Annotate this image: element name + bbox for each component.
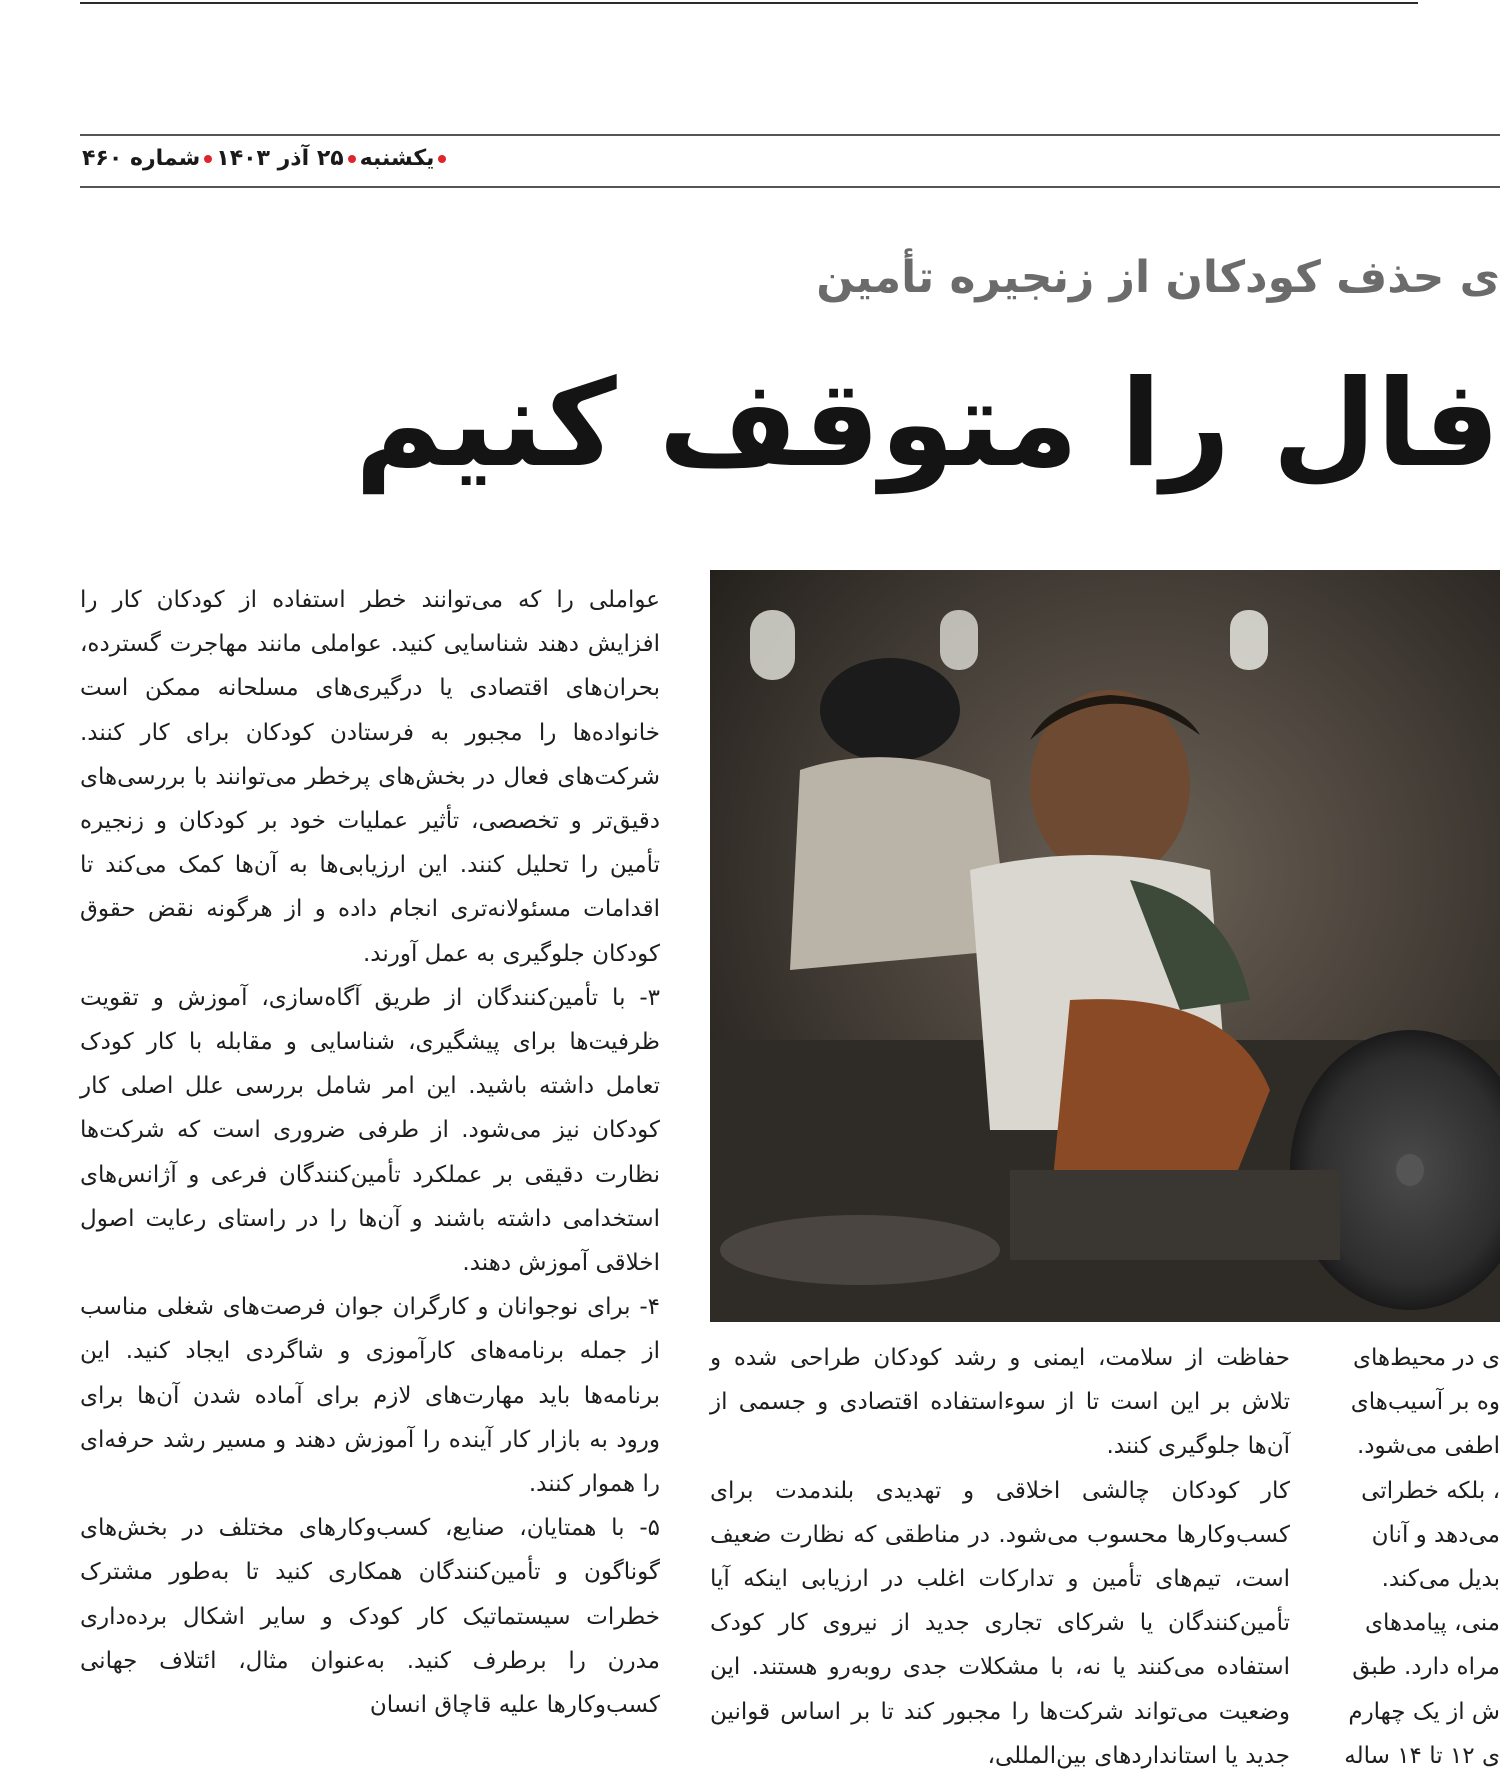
- dateline: [82, 142, 450, 176]
- background-worker-head: [820, 658, 960, 762]
- paragraph: عواملی را که می‌توانند خطر استفاده از کودکان کار را افزایش دهند شناسایی کنید. عواملی مانند مهاجرت گسترده، بحران‌های اقتصادی یا درگیری‌های مسلحانه ممکن است خانواده‌ها را مجبور به فرستادن کودکان برای کار کنند. شرکت‌های فعال در بخش‌های پرخطر می‌توانند با بررسی‌های دقیق‌تر و تخصصی، تأثیر عملیات خود بر کودکان و زنجیره تأمین را تحلیل کنند. این ارزیابی‌ها به آن‌ها کمک می‌کند تا اقدامات مسئولانه‌تری انجام داده و از هرگونه نقض حقوق کودکان جلوگیری به عمل آورند.: [80, 587, 660, 967]
- date: ۲۵ آذر ۱۴۰۳: [216, 146, 344, 171]
- light-bulb-shape: [750, 610, 795, 680]
- column-middle: [710, 1336, 1290, 1775]
- text-line: وه بر آسیب‌های: [1350, 1389, 1500, 1416]
- text-line: اطفی می‌شود.: [1356, 1433, 1500, 1460]
- text-line: مراه دارد. طبق: [1352, 1654, 1500, 1681]
- article-photo: [710, 570, 1500, 1322]
- day: یکشنبه: [359, 146, 435, 171]
- light-bulb-shape: [940, 610, 978, 670]
- issue-number: شماره ۴۶۰: [82, 146, 201, 171]
- header-rule-bottom: [80, 186, 1500, 188]
- paragraph: ۵- با همتایان، صنایع، کسب‌وکارهای مختلف در بخش‌های گوناگون و تأمین‌کنندگان همکاری کنید تا به‌طور مشترک خطرات سیستماتیک کار کودک و سایر اشکال برده‌داری مدرن را برطرف کنید. به‌عنوان مثال، ائتلاف جهانی کسب‌وکارها علیه قاچاق انسان: [80, 1515, 660, 1719]
- bullet-dot: [348, 155, 356, 163]
- kicker: ی حذف کودکان از زنجیره تأمین: [816, 252, 1500, 303]
- metal-disc: [720, 1215, 1000, 1285]
- text-line: ، بلکه خطراتی: [1361, 1477, 1500, 1504]
- paragraph: کار کودکان چالشی اخلاقی و تهدیدی بلندمدت برای کسب‌وکارها محسوب می‌شود. در مناطقی که نظارت ضعیف است، تیم‌های تأمین و تدارکات اغلب در ارزیابی اینکه آیا تأمین‌کنندگان یا شرکای تجاری جدید از نیروی کار کودک استفاده می‌کنند یا نه، با مشکلات جدی روبه‌رو هستند. این وضعیت می‌تواند شرکت‌ها را مجبور کند تا بر اساس قوانین جدید یا استانداردهای بین‌المللی،: [710, 1477, 1290, 1769]
- text-line: بدیل می‌کند.: [1381, 1566, 1500, 1593]
- text-line: منی، پیامدهای: [1364, 1610, 1500, 1637]
- column-left: [80, 578, 660, 1775]
- text-line: ش از یک چهارم: [1348, 1698, 1500, 1725]
- paragraph: ۴- برای نوجوانان و کارگران جوان فرصت‌های شغلی مناسب از جمله برنامه‌های کارآموزی و شاگردی ایجاد کنید. این برنامه‌ها باید مهارت‌های لازم برای آماده شدن آن‌ها برای ورود به بازار کار آینده را آموزش دهند و مسیر رشد حرفه‌ای را هموار کنند.: [80, 1294, 660, 1498]
- text-line: ی ۱۲ تا ۱۴ ساله: [1344, 1742, 1500, 1769]
- photo-illustration: [710, 570, 1500, 1322]
- top-rule: [80, 2, 1418, 4]
- text-line: می‌دهد و آنان: [1371, 1521, 1500, 1548]
- bullet-dot: [204, 155, 212, 163]
- headline: فال را متوقف کنیم: [354, 355, 1500, 494]
- paragraph: ۳- با تأمین‌کنندگان از طریق آگاه‌سازی، آموزش و تقویت ظرفیت‌ها برای پیشگیری، شناسایی و مقابله با کار کودک تعامل داشته باشید. این امر شامل بررسی علل اصلی کار کودکان نیز می‌شود. از طرفی ضروری است که شرکت‌ها نظارت دقیقی بر عملکرد تأمین‌کنندگان فرعی و آژانس‌های استخدامی داشته باشند و آن‌ها را در راستای رعایت اصول اخلاقی آموزش دهند.: [80, 984, 660, 1277]
- text-line: ی در محیط‌های: [1352, 1345, 1500, 1371]
- stone-block: [1010, 1170, 1340, 1260]
- paragraph: حفاظت از سلامت، ایمنی و رشد کودکان طراحی شده و تلاش بر این است تا از سوءاستفاده اقتصادی و جسمی از آن‌ها جلوگیری کنند.: [710, 1345, 1290, 1460]
- bullet-dot: [438, 155, 446, 163]
- light-bulb-shape: [1230, 610, 1268, 670]
- header-rule-top: [80, 134, 1500, 136]
- column-right-fragment: [1338, 1336, 1500, 1775]
- wheel-hub: [1396, 1154, 1424, 1186]
